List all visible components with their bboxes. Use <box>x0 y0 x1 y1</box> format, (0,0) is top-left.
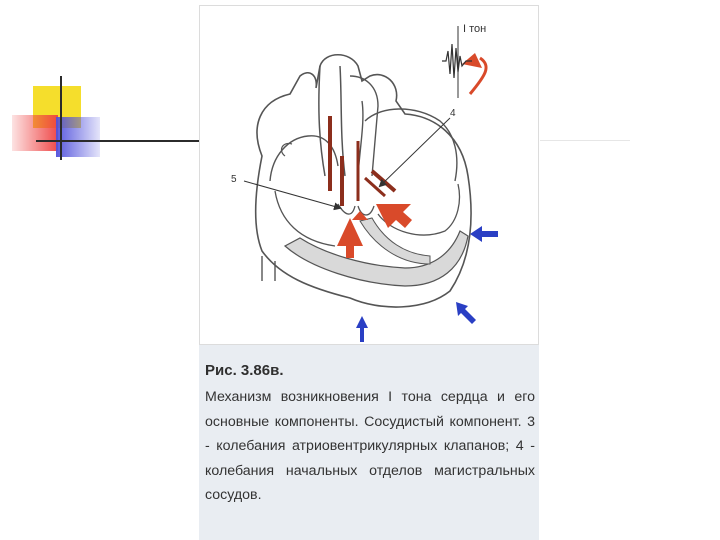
pointer-line-4 <box>380 118 450 186</box>
tone-label: I тон <box>463 23 487 35</box>
slide-divider-line <box>540 140 630 141</box>
flow-arrow-up-left <box>337 218 363 258</box>
right-ventricle-outline <box>275 191 335 246</box>
incoming-arrow-bottom <box>356 316 368 342</box>
right-atrium-outline <box>270 136 338 181</box>
incoming-arrow-right <box>470 226 498 242</box>
figure-caption-body: Механизм возникновения I тона сердца и его основные компоненты. Сосудистый компонент. 3 - колебания атриовентрикулярных клапанов; 4 - колебания начальных отделов магистральных сосудов. <box>205 389 535 504</box>
heart-diagram <box>200 6 540 346</box>
pointer-line-5 <box>244 181 340 208</box>
heart-diagram-panel <box>199 5 539 345</box>
figure-caption-panel <box>199 345 539 540</box>
logo-blue-square <box>56 117 100 157</box>
label-4: 4 <box>450 108 456 119</box>
figure-caption-title: Рис. 3.86в. <box>205 362 284 379</box>
logo-red-square <box>12 115 58 151</box>
flow-arrow-up-right <box>376 204 412 228</box>
pulmonary-trunk <box>350 76 378 176</box>
logo-vertical-line <box>60 76 62 160</box>
interventricular-septum <box>360 218 430 264</box>
tone-waveform <box>442 44 472 78</box>
incoming-arrow-bottom-right <box>456 302 476 324</box>
left-atrium-outline <box>365 109 457 181</box>
label-5: 5 <box>231 174 237 185</box>
